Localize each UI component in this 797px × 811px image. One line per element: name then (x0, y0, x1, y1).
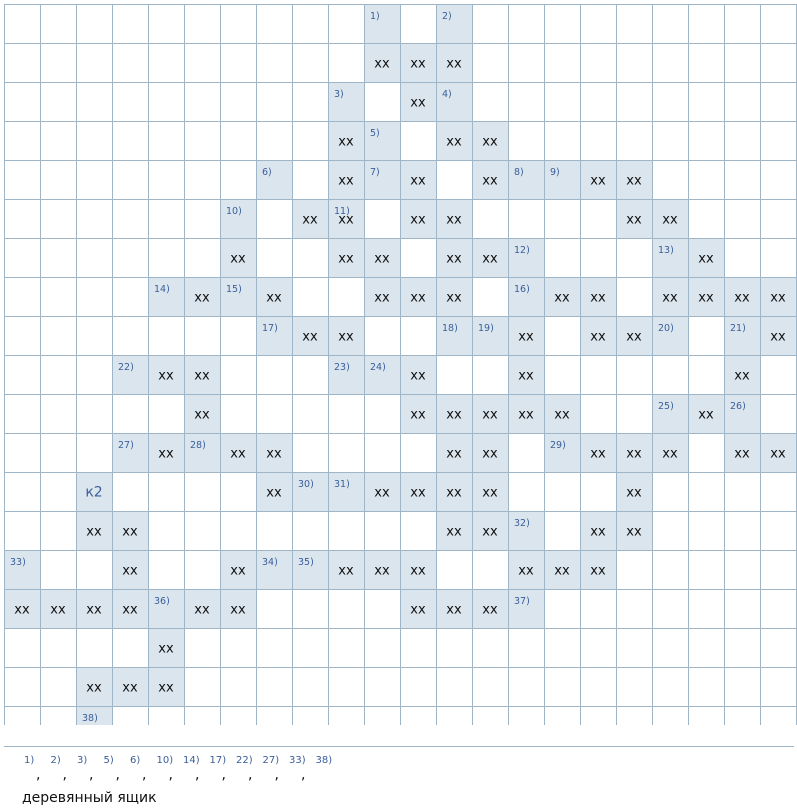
filled-cell-text: xx (86, 680, 102, 696)
filled-cell-text: xx (410, 173, 426, 189)
clue-list-number: 5) (103, 755, 114, 766)
filled-cell-text: xx (590, 290, 606, 306)
filled-cell-text: xx (518, 368, 534, 384)
filled-cell-text: xx (50, 602, 66, 618)
clue-number-label: 13) (658, 245, 674, 256)
filled-cell-text: xx (338, 212, 354, 228)
filled-cell-text: xx (446, 485, 462, 501)
clue-list-separator: , (142, 767, 147, 783)
filled-cell-text: xx (482, 485, 498, 501)
filled-cell-text: xx (230, 251, 246, 267)
clue-number-label: 3) (334, 89, 344, 100)
filled-cell-text: xx (734, 368, 750, 384)
filled-cell-text: xx (698, 251, 714, 267)
filled-cell-text: xx (158, 446, 174, 462)
filled-cell-text: xx (410, 290, 426, 306)
filled-cell-text: xx (410, 368, 426, 384)
clue-number-label: 2) (442, 11, 452, 22)
clue-list-number: 6) (130, 755, 141, 766)
filled-cell-text: xx (194, 290, 210, 306)
clue-number-label: 19) (478, 323, 494, 334)
filled-cell-text: xx (482, 134, 498, 150)
filled-cell-text: xx (554, 290, 570, 306)
filled-cell-text: xx (302, 329, 318, 345)
clue-number-label: 28) (190, 440, 206, 451)
clue-number-label: 11) (334, 206, 350, 217)
clue-list-separator: , (62, 767, 67, 783)
clue-number-label: 6) (262, 167, 272, 178)
filled-cell-text: xx (482, 407, 498, 423)
filled-cell-text: xx (302, 212, 318, 228)
filled-cell-text: xx (374, 485, 390, 501)
clue-list-number: 14) (183, 755, 200, 766)
clue-list-separator: , (301, 767, 306, 783)
filled-cell-text: xx (230, 446, 246, 462)
clue-number-label: 22) (118, 362, 134, 373)
filled-cell-text: xx (374, 563, 390, 579)
filled-cell-text: xx (122, 563, 138, 579)
filled-cell-text: xx (374, 56, 390, 72)
filled-cell-text: xx (446, 56, 462, 72)
clue-list-separator: , (221, 767, 226, 783)
clue-list-separator: , (36, 767, 41, 783)
clue-number-label: 35) (298, 557, 314, 568)
filled-cell-text: xx (734, 446, 750, 462)
filled-cell-text: xx (410, 56, 426, 72)
filled-cell-text: xx (446, 407, 462, 423)
filled-cell-text: xx (626, 329, 642, 345)
clue-number-label: 16) (514, 284, 530, 295)
clue-list-separator: , (89, 767, 94, 783)
filled-cell-text: xx (338, 563, 354, 579)
filled-cell-text: xx (266, 446, 282, 462)
clue-list-separator: , (195, 767, 200, 783)
clue-list-number: 17) (209, 755, 227, 766)
clue-number-label: 33) (10, 557, 26, 568)
clue-number-label: 10) (226, 206, 242, 217)
clue-number-label: 24) (370, 362, 386, 373)
clue-number-label: 34) (262, 557, 278, 568)
clue-number-label: 14) (154, 284, 170, 295)
filled-cell-text: xx (446, 212, 462, 228)
filled-cell-text: xx (410, 602, 426, 618)
clue-number-label: 36) (154, 596, 170, 607)
clue-number-label: 30) (298, 479, 314, 490)
answer-hint-text: деревянный ящик (22, 790, 157, 806)
filled-cell-text: xx (122, 680, 138, 696)
filled-cell-text: xx (158, 641, 174, 657)
clue-list-number: 27) (262, 755, 280, 766)
key-cell-label: к2 (85, 484, 103, 501)
filled-cell-text: xx (626, 212, 642, 228)
clue-list-number: 10) (156, 755, 174, 766)
clue-number-label: 15) (226, 284, 242, 295)
filled-cell-text: xx (518, 563, 534, 579)
clue-number-label: 29) (550, 440, 566, 451)
filled-cell-text: xx (554, 407, 570, 423)
clue-number-label: 9) (550, 167, 560, 178)
filled-cell-text: xx (266, 485, 282, 501)
filled-cell-text: xx (14, 602, 30, 618)
filled-cell-text: xx (482, 251, 498, 267)
filled-cell-text: xx (158, 368, 174, 384)
filled-cell-text: xx (338, 329, 354, 345)
clue-number-label: 31) (334, 479, 350, 490)
clue-number-label: 18) (442, 323, 458, 334)
filled-cell-text: xx (122, 524, 138, 540)
filled-cell-text: xx (482, 602, 498, 618)
filled-cell-text: xx (590, 563, 606, 579)
clue-list-number: 22) (236, 755, 253, 766)
filled-cell-text: xx (266, 290, 282, 306)
clue-number-label: 37) (514, 596, 530, 607)
filled-cell-text: xx (86, 524, 102, 540)
clue-number-label: 4) (442, 89, 452, 100)
filled-cell-text: xx (698, 407, 714, 423)
filled-cell-text: xx (626, 173, 642, 189)
filled-cell-text: xx (446, 446, 462, 462)
clue-list-separator: , (274, 767, 279, 783)
clue-list-separator: , (248, 767, 253, 783)
filled-cell-text: xx (158, 680, 174, 696)
filled-cell-text: xx (482, 524, 498, 540)
clue-list-number: 33) (289, 755, 306, 766)
filled-cell-text: xx (374, 290, 390, 306)
clue-number-label: 27) (118, 440, 134, 451)
filled-cell-text: xx (446, 602, 462, 618)
filled-cell-text: xx (410, 563, 426, 579)
filled-cell-text: xx (770, 446, 786, 462)
filled-cell-text: xx (230, 602, 246, 618)
clue-list-number: 2) (50, 755, 61, 766)
filled-cell-text: xx (410, 407, 426, 423)
filled-cell-text: xx (446, 134, 462, 150)
filled-cell-text: xx (626, 446, 642, 462)
filled-cell-text: xx (626, 524, 642, 540)
clue-number-label: 23) (334, 362, 350, 373)
filled-cell-text: xx (482, 446, 498, 462)
filled-cell-text: xx (662, 446, 678, 462)
filled-cell-text: xx (518, 329, 534, 345)
clue-number-label: 5) (370, 128, 380, 139)
filled-cell-text: xx (482, 173, 498, 189)
filled-cell-text: xx (446, 290, 462, 306)
clue-number-label: 32) (514, 518, 530, 529)
filled-cell-text: xx (698, 290, 714, 306)
clue-list-separator: , (168, 767, 173, 783)
filled-cell-text: xx (194, 368, 210, 384)
filled-cell-text: xx (410, 212, 426, 228)
clue-number-label: 21) (730, 323, 746, 334)
clue-list-number: 3) (77, 755, 88, 766)
clue-list-number: 38) (315, 755, 333, 766)
clue-number-label: 26) (730, 401, 746, 412)
clue-number-label: 1) (370, 11, 380, 22)
divider (4, 746, 794, 747)
filled-cell-text: xx (662, 212, 678, 228)
filled-cell-text: xx (446, 524, 462, 540)
filled-cell-text: xx (410, 485, 426, 501)
filled-cell-text: xx (374, 251, 390, 267)
clue-number-label: 7) (370, 167, 380, 178)
filled-cell-text: xx (86, 602, 102, 618)
filled-cell-text: xx (590, 173, 606, 189)
filled-cell-text: xx (194, 602, 210, 618)
clue-number-label: 17) (262, 323, 278, 334)
filled-cell-text: xx (338, 134, 354, 150)
filled-cell-text: xx (590, 524, 606, 540)
filled-cell-text: xx (194, 407, 210, 423)
filled-cell-text: xx (122, 602, 138, 618)
filled-cell-text: xx (626, 485, 642, 501)
filled-cell-text: xx (518, 407, 534, 423)
clue-number-label: 25) (658, 401, 674, 412)
filled-cell-text: xx (770, 329, 786, 345)
filled-cell-text: xx (770, 290, 786, 306)
filled-cell-text: xx (446, 251, 462, 267)
filled-cell-text: xx (734, 290, 750, 306)
filled-cell-text: xx (554, 563, 570, 579)
clue-list-separator: , (115, 767, 120, 783)
filled-cell-text: xx (590, 329, 606, 345)
filled-cell-text: xx (338, 251, 354, 267)
clue-number-label: 12) (514, 245, 530, 256)
clue-list-number: 1) (24, 755, 35, 766)
clue-number-label: 8) (514, 167, 524, 178)
filled-cell-text: xx (590, 446, 606, 462)
clue-number-label: 20) (658, 323, 674, 334)
filled-cell-text: xx (662, 290, 678, 306)
filled-cell-text: xx (410, 95, 426, 111)
filled-cell-text: xx (338, 173, 354, 189)
clue-number-label: 38) (82, 713, 98, 724)
filled-cell-text: xx (230, 563, 246, 579)
